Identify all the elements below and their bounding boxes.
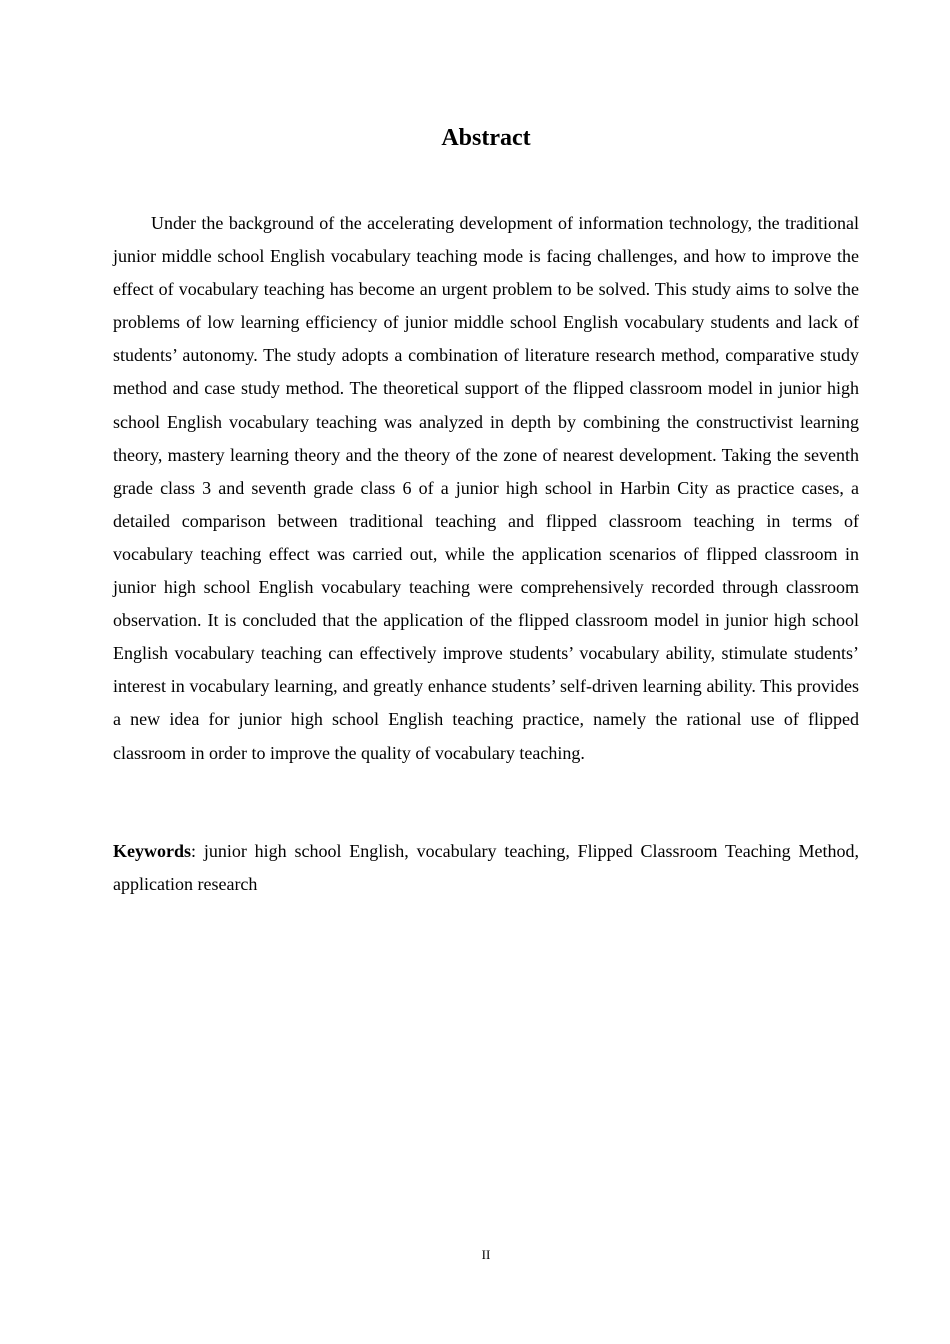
abstract-title: Abstract [441, 125, 531, 151]
keywords-line [113, 835, 859, 901]
keywords-separator: : [191, 841, 204, 861]
page-number: II [481, 1247, 491, 1262]
abstract-paragraph: Under the background of the accelerating development of information technology, the traditional junior middle school English vocabulary teaching mode is facing challenges, and how to improve the effect of vocabulary teaching has become an urgent problem to be solved. This study aims to solve the problems of low learning efficiency of junior middle school English vocabulary students and lack of students’ autonomy. The study adopts a combination of literature research method, comparative study method and case study method. The theoretical support of the flipped classroom model in junior high school English vocabulary teaching was analyzed in depth by combining the constructivist learning theory, mastery learning theory and the theory of the zone of nearest development. Taking the seventh grade class 3 and seventh grade class 6 of a junior high school in Harbin City as practice cases, a detailed comparison between traditional teaching and flipped classroom teaching in terms of vocabulary teaching effect was carried out, while the application scenarios of flipped classroom in junior high school English vocabulary teaching were comprehensively recorded through classroom observation. It is concluded that the application of the flipped classroom model in junior high school English vocabulary teaching can effectively improve students’ vocabulary ability, stimulate students’ interest in vocabulary learning, and greatly enhance students’ self-driven learning ability. This provides a new idea for junior high school English teaching practice, namely the rational use of flipped classroom in order to improve the quality of vocabulary teaching. [113, 213, 859, 763]
keywords-text: junior high school English, vocabulary teaching, Flipped Classroom Teaching Method, application research [113, 841, 859, 894]
keywords-label: Keywords [113, 841, 191, 861]
